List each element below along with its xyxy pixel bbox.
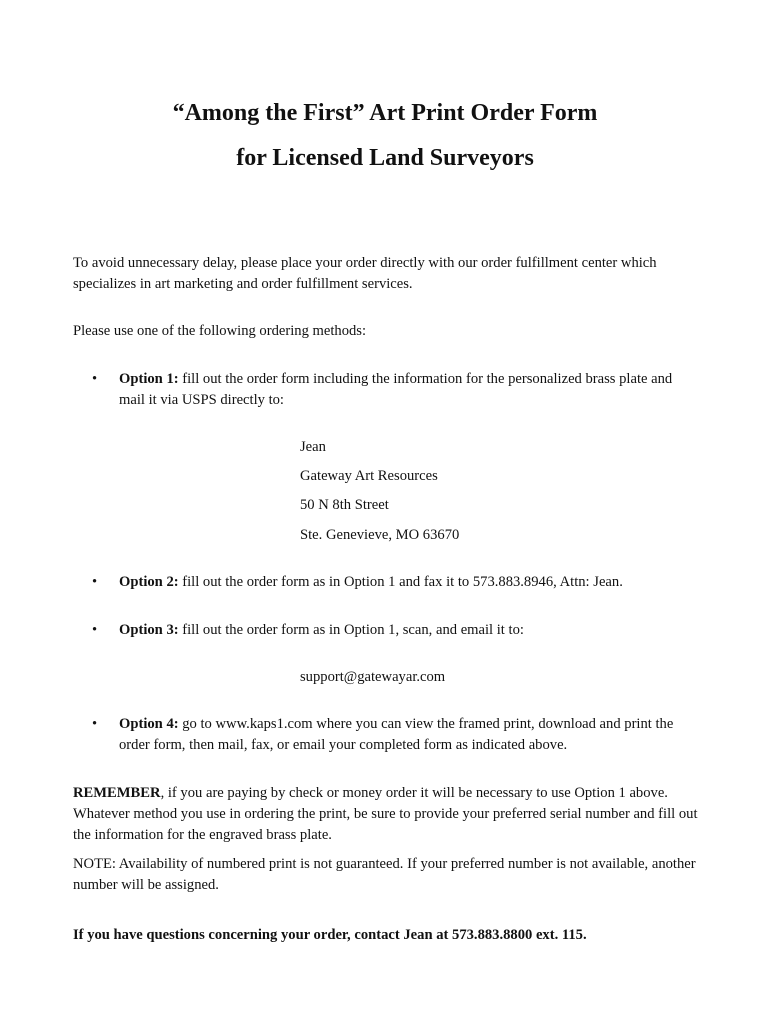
address-street: 50 N 8th Street xyxy=(300,497,389,513)
bullet-icon: • xyxy=(92,574,98,590)
option-3-label: Option 3: xyxy=(119,622,179,638)
bullet-icon: • xyxy=(92,622,98,638)
option-2-label: Option 2: xyxy=(119,574,179,590)
option-1-label: Option 1: xyxy=(119,371,179,387)
support-email: support@gatewayar.com xyxy=(300,669,446,685)
option-4-line-2: order form, then mail, fax, or email your completed form as indicated above. xyxy=(119,737,568,753)
contact-line: If you have questions concerning your order, contact Jean at 573.883.8800 ext. 115. xyxy=(73,927,587,943)
document-subtitle: for Licensed Land Surveyors xyxy=(236,145,534,171)
address-name: Jean xyxy=(300,439,326,455)
remember-line-2: Whatever method you use in ordering the print, be sure to provide your preferred serial number and fill out xyxy=(73,806,698,822)
bullet-icon: • xyxy=(92,371,98,387)
note-line-1: NOTE: Availability of numbered print is not guaranteed. If your preferred number is not available, another xyxy=(73,856,696,872)
option-1-line-2: mail it via USPS directly to: xyxy=(119,392,284,408)
remember-paragraph xyxy=(73,783,733,846)
document-title: “Among the First” Art Print Order Form xyxy=(172,100,598,126)
address-company: Gateway Art Resources xyxy=(300,468,438,484)
address-city: Ste. Genevieve, MO 63670 xyxy=(300,527,460,543)
remember-line-1: , if you are paying by check or money order it will be necessary to use Option 1 above. xyxy=(160,785,668,801)
intro-line-2: specializes in art marketing and order fulfillment services. xyxy=(73,276,413,292)
remember-line-3: the information for the engraved brass plate. xyxy=(73,827,332,843)
remember-label: REMEMBER xyxy=(73,785,161,801)
option-4-label: Option 4: xyxy=(119,716,179,732)
option-3-line-1: fill out the order form as in Option 1, scan, and email it to: xyxy=(178,622,524,638)
intro-line-1: To avoid unnecessary delay, please place your order directly with our order fulfillment center which xyxy=(73,255,657,271)
option-1-line-1: fill out the order form including the information for the personalized brass plate and xyxy=(178,371,673,387)
note-line-2: number will be assigned. xyxy=(73,877,219,893)
methods-intro: Please use one of the following ordering methods: xyxy=(73,323,367,339)
bullet-icon: • xyxy=(92,716,98,732)
option-4-line-1: go to www.kaps1.com where you can view the framed print, download and print the xyxy=(178,716,674,732)
note-paragraph xyxy=(73,854,733,896)
option-2-line-1: fill out the order form as in Option 1 and fax it to 573.883.8946, Attn: Jean. xyxy=(178,574,623,590)
intro-paragraph xyxy=(73,253,733,295)
